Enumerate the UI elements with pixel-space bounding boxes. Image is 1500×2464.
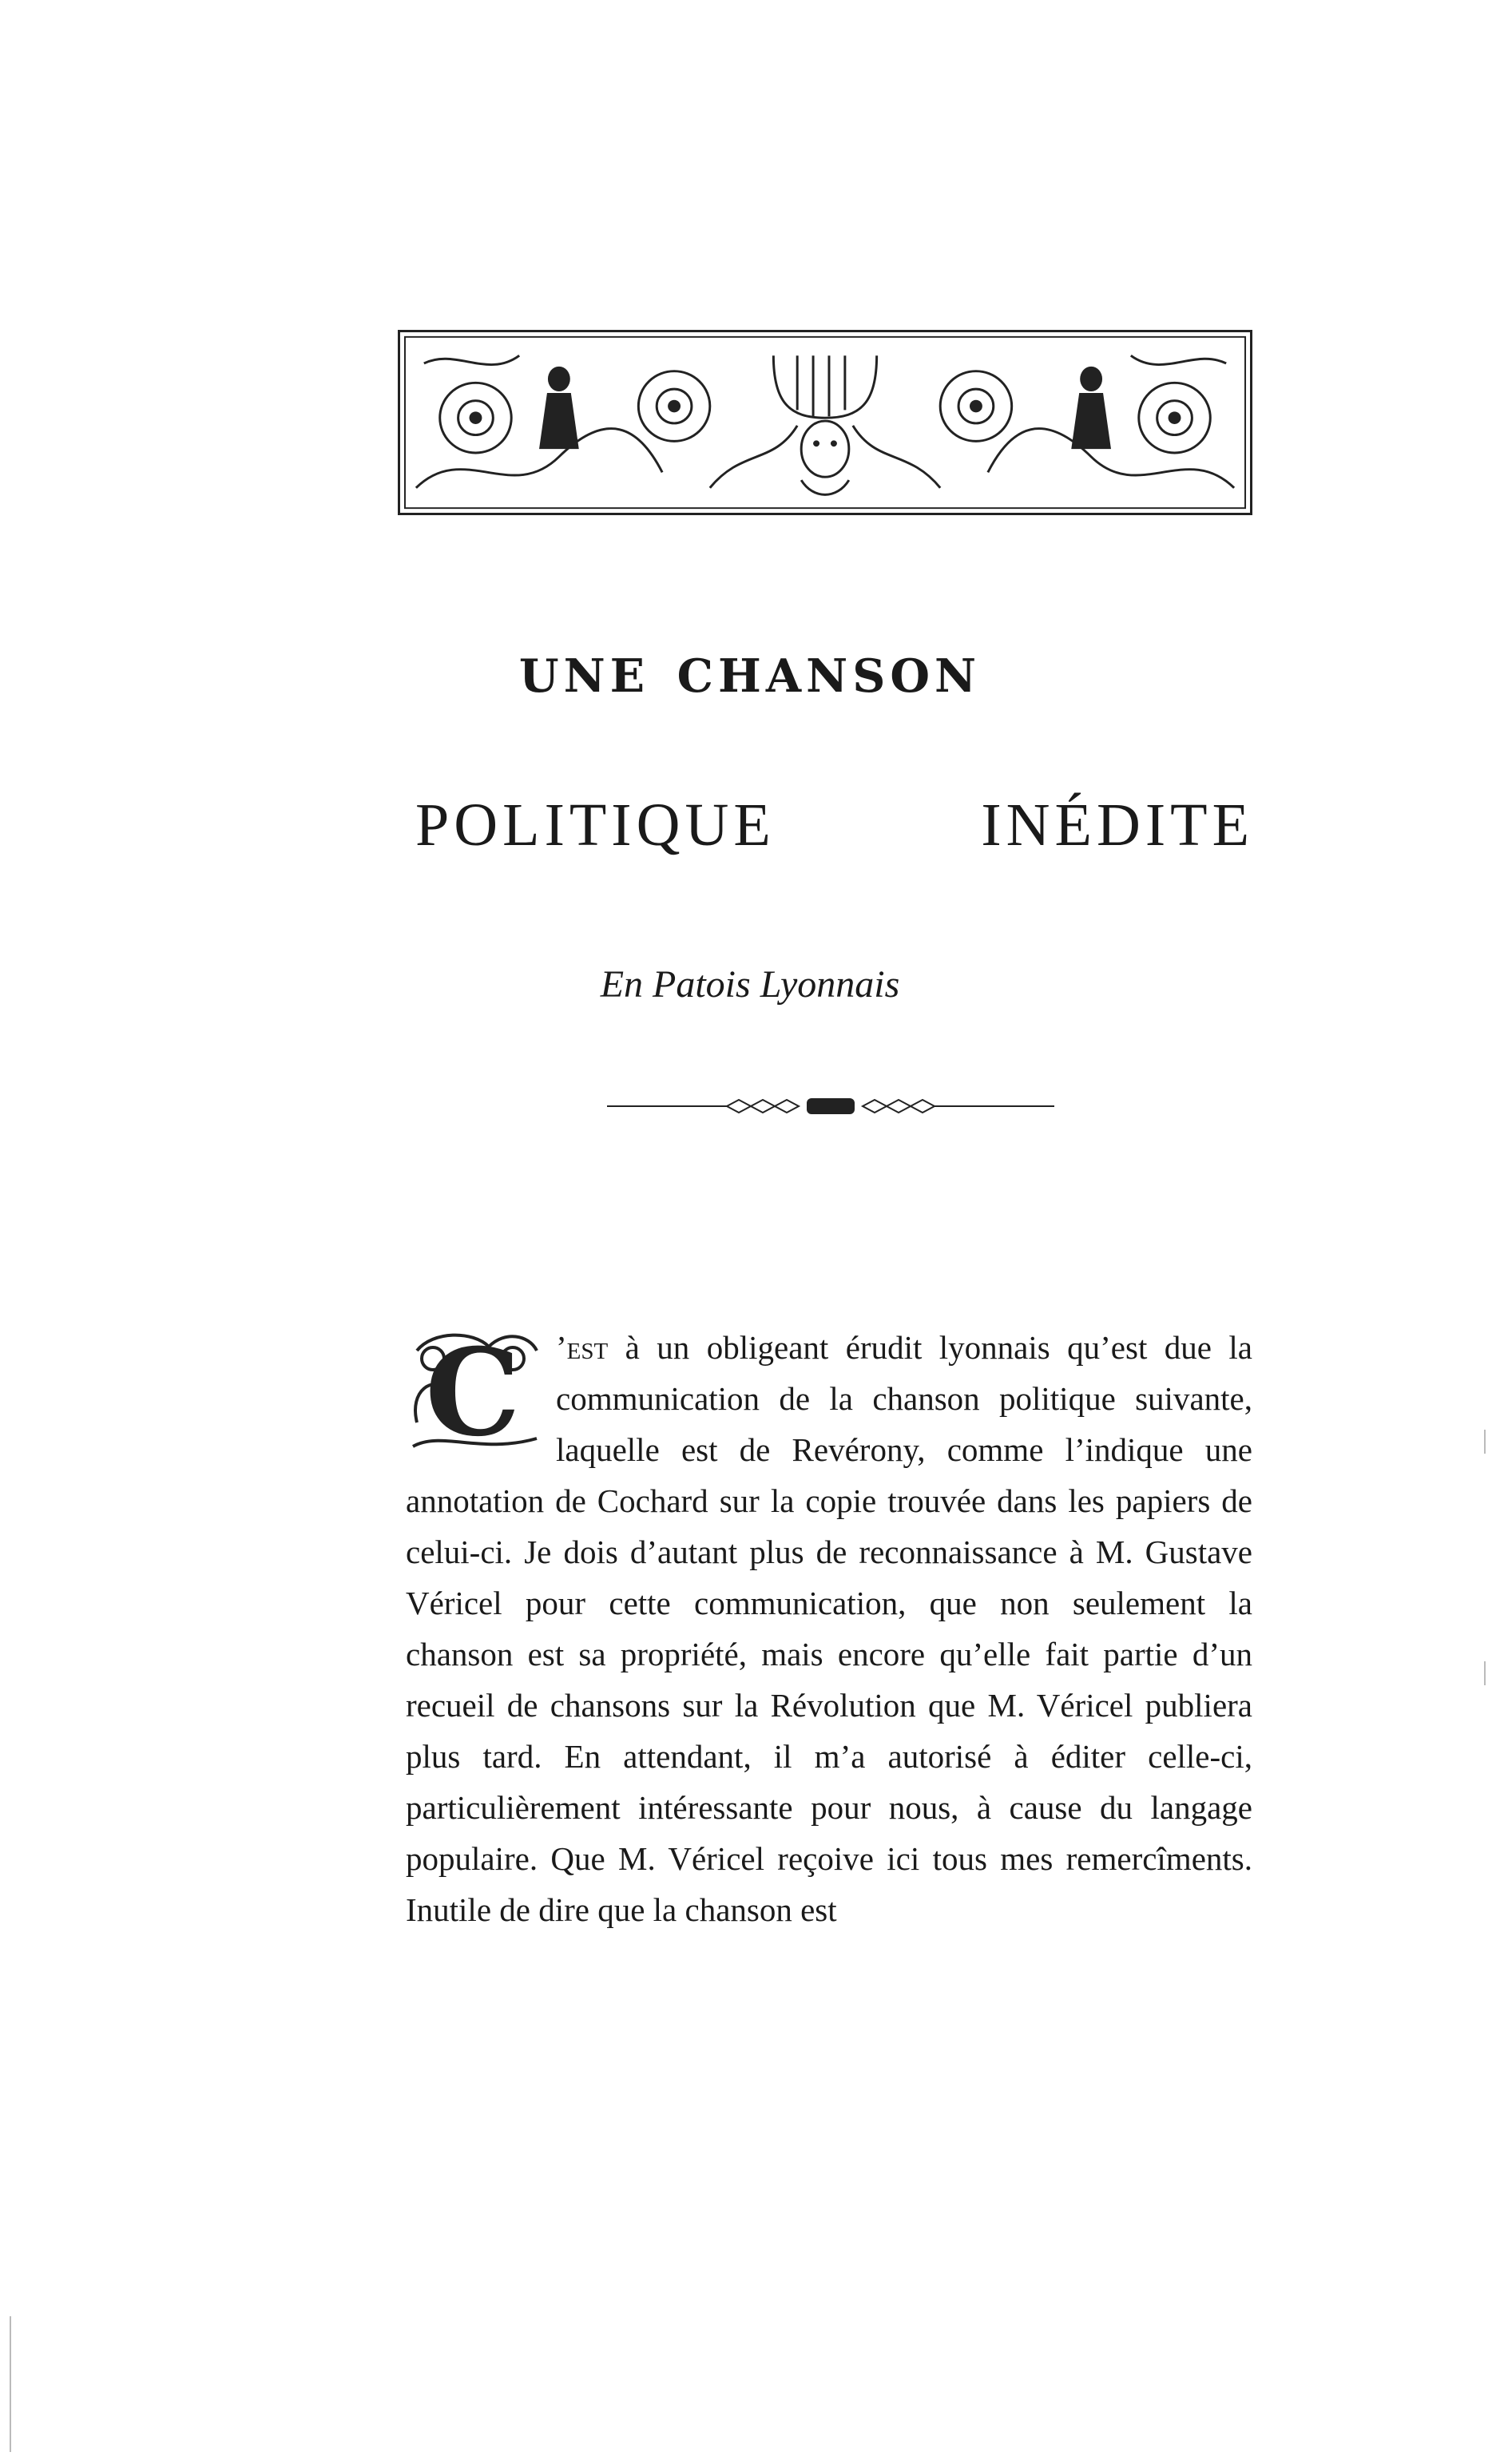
body-paragraph: [406, 1322, 1252, 1935]
headpiece-ornament-icon: [400, 332, 1250, 513]
dropcap-ornament: [401, 1327, 545, 1458]
scan-edge-mark: [1484, 1661, 1486, 1685]
page-title: POLITIQUE INÉDITE: [415, 792, 1254, 859]
scan-edge-mark: [10, 2316, 11, 2452]
subtitle: En Patois Lyonnais: [600, 963, 900, 1006]
divider-ornament-icon: [607, 1094, 1054, 1118]
ornamental-initial-icon: [401, 1327, 545, 1458]
decorative-headpiece: [398, 330, 1252, 515]
dropcap-letter: C: [425, 1327, 521, 1458]
gothic-title: une chanson: [518, 631, 982, 708]
paragraph-text: à un obligeant érudit lyonnais qu’est due la communication de la chanson politique suivante, laquelle est de Revérony, comme l’indique une annotation de Cochard sur la copie trouvée dans les papiers de celui-ci. Je dois d’autant plus de reconnaissance à M. Gustave Véricel pour cette communication, que non seulement la chanson est sa propriété, mais encore qu’elle fait partie d’un recueil de chansons sur la Révolution que M. Véricel publiera plus tard. En attendant, il m’a autorisé à éditer celle-ci, particulièrement intéressante pour nous, à cause du langage populaire. Que M. Véricel reçoive ici tous mes remercîments. Inutile de dire que la chanson est: [406, 1329, 1252, 1928]
ornamental-rule: [607, 1094, 1054, 1118]
scan-edge-mark: [1484, 1430, 1486, 1454]
lead-word: ’est: [556, 1329, 609, 1366]
